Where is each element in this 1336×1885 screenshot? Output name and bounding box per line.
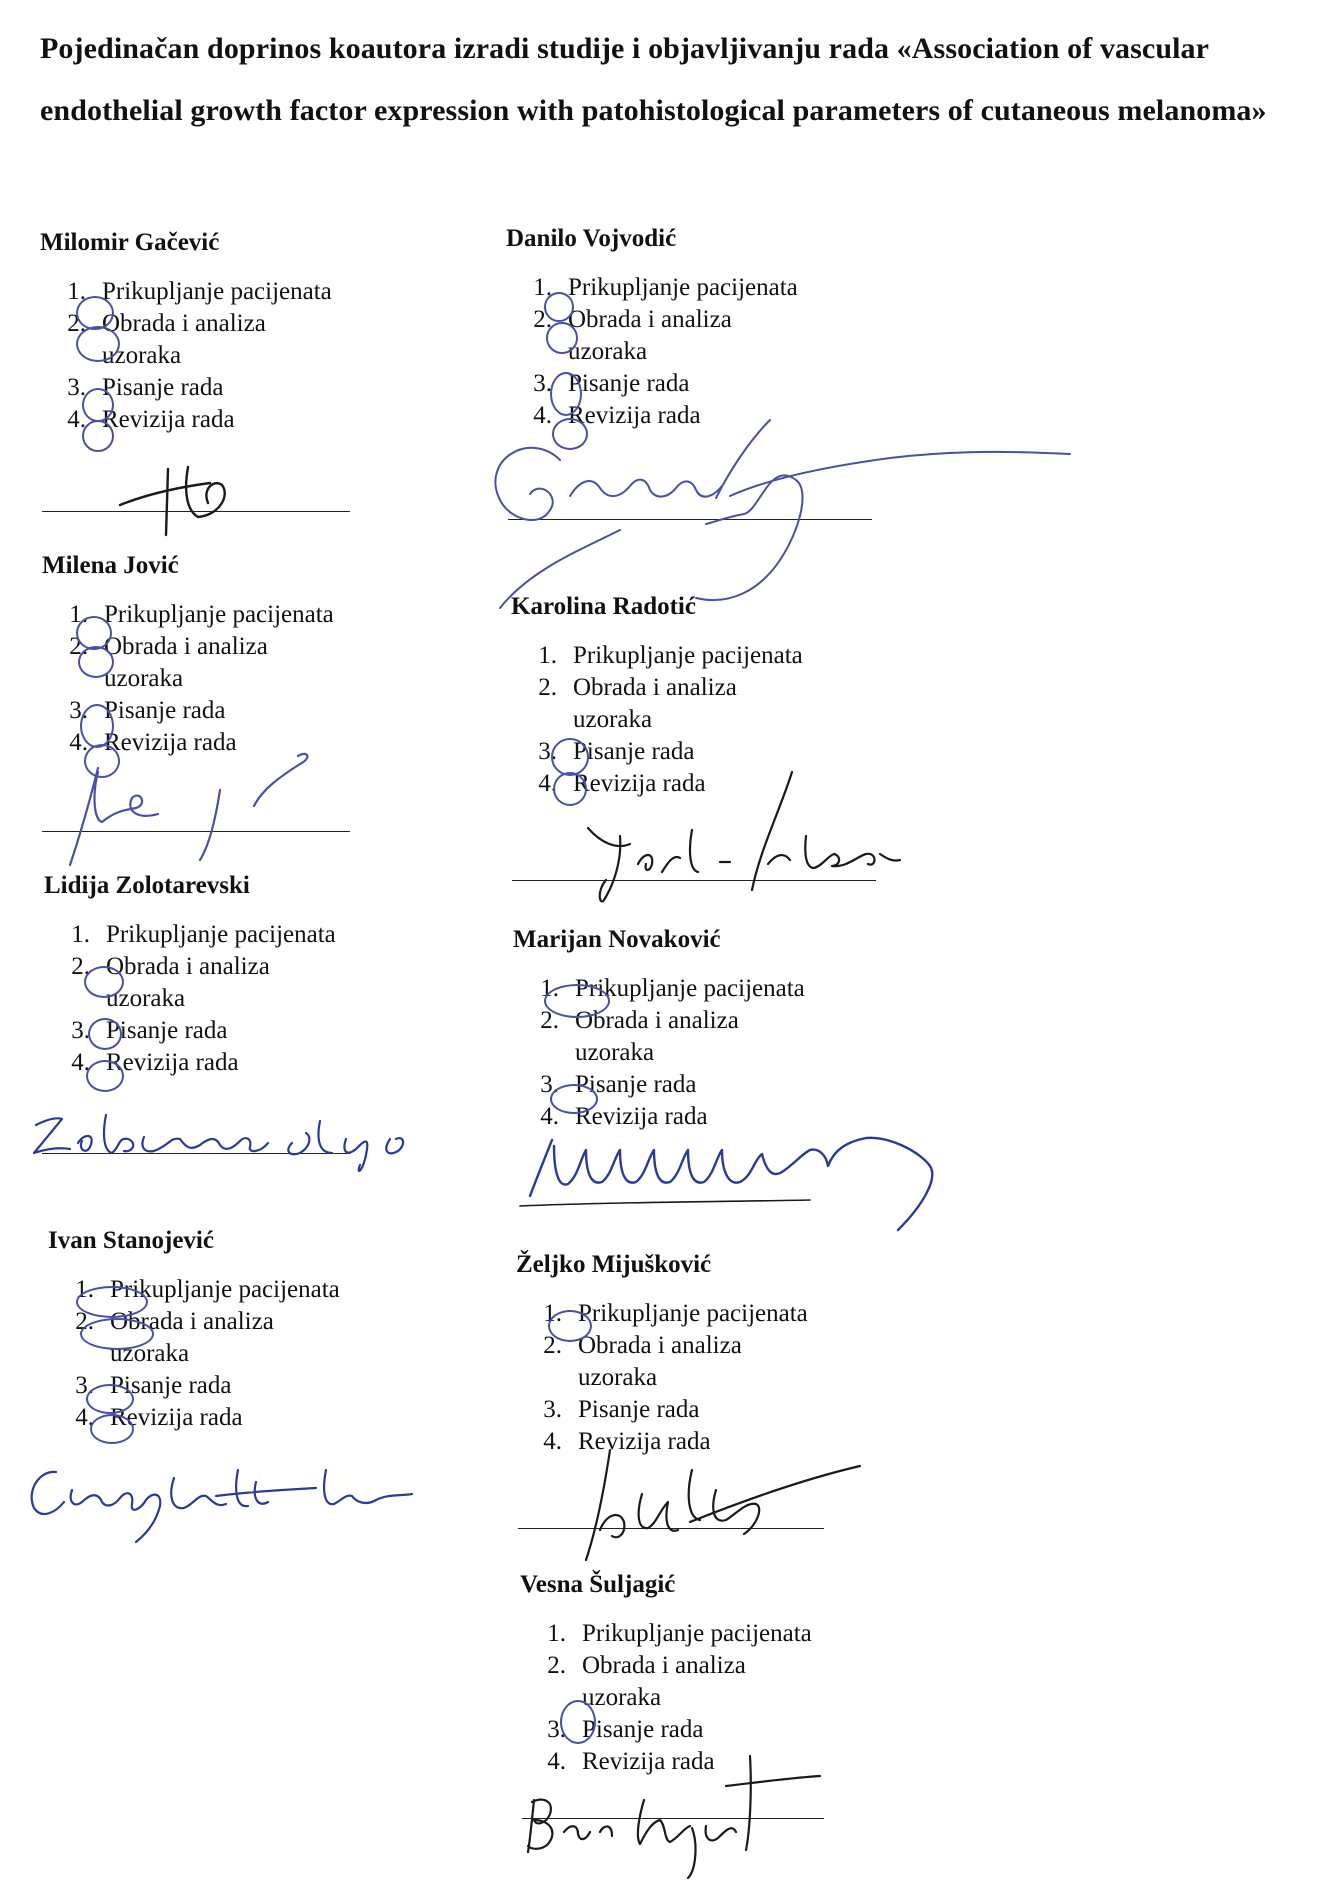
author-name: Karolina Radotić bbox=[511, 593, 696, 620]
task-item: 4. Revizija rada bbox=[543, 1428, 711, 1455]
circle-mark bbox=[550, 1084, 598, 1114]
signature-vojvodic bbox=[470, 400, 1090, 620]
circle-mark bbox=[548, 1310, 592, 1342]
task-item-continuation: uzoraka bbox=[573, 706, 653, 733]
task-item: 3. Pisanje rada bbox=[543, 1396, 700, 1423]
task-item: 1. Prikupljanje pacijenata bbox=[69, 601, 334, 628]
task-item: 1. Prikupljanje pacijenata bbox=[75, 1276, 340, 1303]
task-item: 3. Pisanje rada bbox=[540, 1071, 697, 1098]
task-item-continuation: uzoraka bbox=[104, 665, 184, 692]
author-name: Milena Jović bbox=[42, 552, 179, 579]
task-item-continuation: uzoraka bbox=[568, 338, 648, 365]
task-item: 1. Prikupljanje pacijenata bbox=[538, 642, 803, 669]
circle-mark bbox=[82, 388, 114, 422]
circle-mark bbox=[86, 1060, 124, 1092]
task-item-continuation: uzoraka bbox=[582, 1684, 662, 1711]
task-item-continuation: uzoraka bbox=[110, 1340, 190, 1367]
task-item: 3. Pisanje rada bbox=[538, 738, 695, 765]
task-item-continuation: uzoraka bbox=[578, 1364, 658, 1391]
circle-mark bbox=[76, 326, 120, 362]
task-item: 4. Revizija rada bbox=[67, 406, 235, 433]
circle-mark bbox=[544, 292, 574, 322]
task-item: 4. Revizija rada bbox=[75, 1404, 243, 1431]
task-item: 2. Obrada i analiza bbox=[75, 1308, 274, 1335]
signature-gacevic bbox=[110, 455, 270, 540]
circle-mark bbox=[82, 420, 114, 452]
signature-jovic bbox=[40, 740, 370, 880]
circle-mark bbox=[546, 322, 578, 354]
task-item: 2. Obrada i analiza bbox=[71, 953, 270, 980]
author-name: Marijan Novaković bbox=[513, 926, 721, 953]
task-item: 2. Obrada i analiza bbox=[67, 310, 266, 337]
task-item: 1. Prikupljanje pacijenata bbox=[547, 1620, 812, 1647]
task-item: 1. Prikupljanje pacijenata bbox=[71, 921, 336, 948]
task-item-continuation: uzoraka bbox=[106, 985, 186, 1012]
task-item: 1. Prikupljanje pacijenata bbox=[533, 274, 798, 301]
task-item: 4. Revizija rada bbox=[540, 1103, 708, 1130]
circle-mark bbox=[88, 1018, 122, 1050]
task-item: 2. Obrada i analiza bbox=[547, 1652, 746, 1679]
task-item: 4. Revizija rada bbox=[547, 1748, 715, 1775]
task-item: 3. Pisanje rada bbox=[75, 1372, 232, 1399]
signature-mijuskovic bbox=[560, 1410, 880, 1570]
author-name: Danilo Vojvodić bbox=[506, 225, 677, 252]
task-item: 2. Obrada i analiza bbox=[543, 1332, 742, 1359]
task-item: 3. Pisanje rada bbox=[547, 1716, 704, 1743]
circle-mark bbox=[90, 1414, 134, 1444]
signature-radotic bbox=[560, 760, 940, 910]
task-item-continuation: uzoraka bbox=[575, 1039, 655, 1066]
circle-mark bbox=[84, 966, 124, 998]
task-item: 4. Revizija rada bbox=[533, 402, 701, 429]
author-name: Lidija Zolotarevski bbox=[44, 872, 250, 899]
task-item: 3. Pisanje rada bbox=[71, 1017, 228, 1044]
document-title: Pojedinačan doprinos koautora izradi studije i objavljivanju rada «Association of vascular endothelial growth factor expression with patohistological parameters of cutaneous melanoma» bbox=[40, 32, 1267, 127]
signature-suljagic bbox=[520, 1720, 840, 1880]
author-name: Milomir Gačević bbox=[40, 229, 220, 256]
task-item: 2. Obrada i analiza bbox=[538, 674, 737, 701]
task-item: 4. Revizija rada bbox=[71, 1049, 239, 1076]
task-item: 2. Obrada i analiza bbox=[540, 1007, 739, 1034]
task-item: 2. Obrada i analiza bbox=[69, 633, 268, 660]
circle-mark bbox=[76, 1286, 148, 1318]
task-item: 1. Prikupljanje pacijenata bbox=[543, 1300, 808, 1327]
author-name: Ivan Stanojević bbox=[48, 1227, 214, 1254]
task-item: 4. Revizija rada bbox=[538, 770, 706, 797]
circle-mark bbox=[80, 1318, 154, 1350]
circle-mark bbox=[76, 616, 112, 650]
contribution-list bbox=[44, 919, 336, 1079]
author-name: Željko Mijušković bbox=[516, 1251, 712, 1278]
circle-mark bbox=[78, 646, 114, 678]
signature-novakovic bbox=[510, 1120, 980, 1240]
task-item: 2. Obrada i analiza bbox=[533, 306, 732, 333]
task-item-continuation: uzoraka bbox=[102, 342, 182, 369]
author-name: Vesna Šuljagić bbox=[520, 1571, 676, 1598]
task-item: 3. Pisanje rada bbox=[69, 697, 226, 724]
signature-zolotarevski bbox=[20, 1095, 440, 1175]
signature-stanojevic bbox=[16, 1450, 436, 1550]
task-item: 1. Prikupljanje pacijenata bbox=[540, 975, 805, 1002]
circle-mark bbox=[544, 984, 610, 1018]
circle-mark bbox=[76, 296, 114, 330]
task-item: 3. Pisanje rada bbox=[533, 370, 690, 397]
task-item: 4. Revizija rada bbox=[69, 729, 237, 756]
task-item: 3. Pisanje rada bbox=[67, 374, 224, 401]
circle-mark bbox=[86, 1384, 134, 1414]
task-item: 1. Prikupljanje pacijenata bbox=[67, 278, 332, 305]
